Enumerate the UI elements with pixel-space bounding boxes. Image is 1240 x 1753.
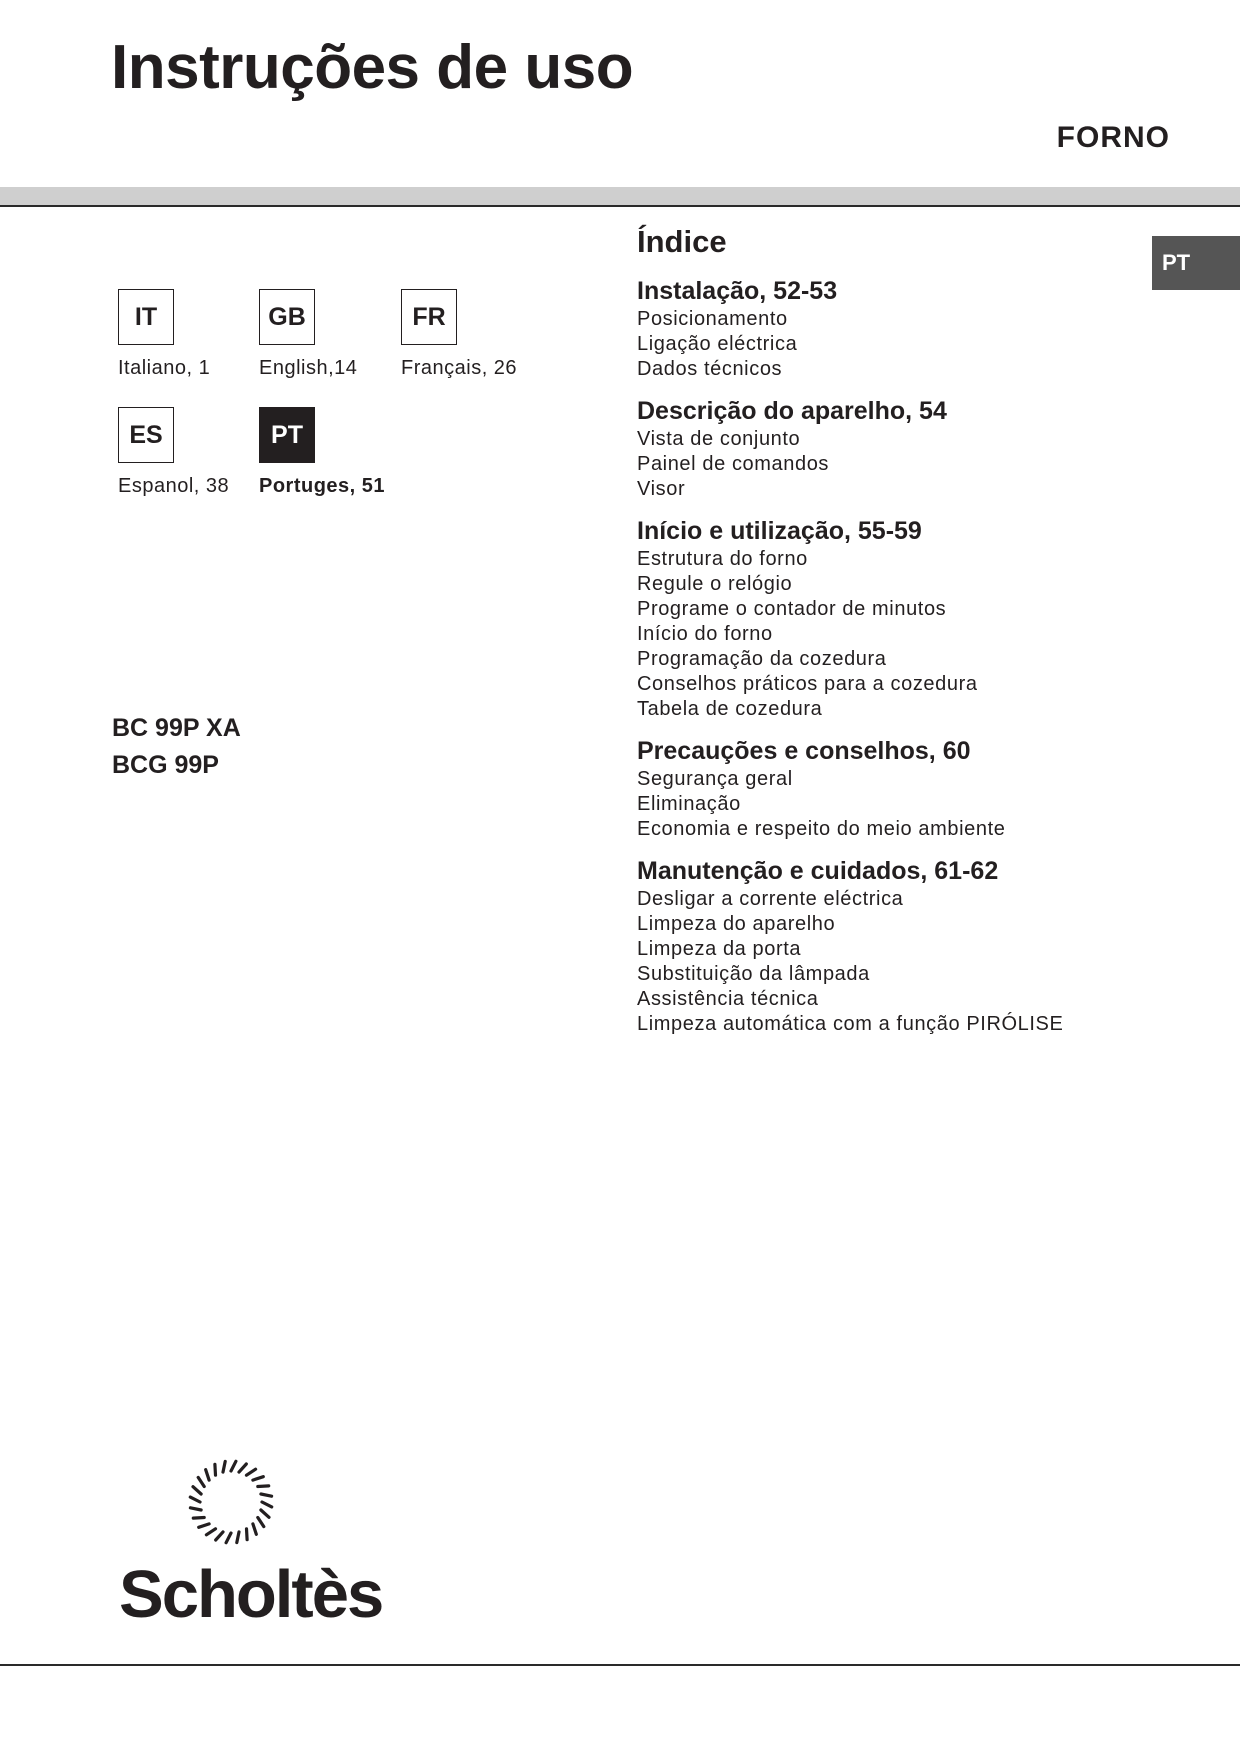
section-title[interactable]: Descrição do aparelho, 54 bbox=[637, 397, 947, 425]
model-list bbox=[112, 710, 241, 784]
language-item-fr[interactable] bbox=[401, 289, 551, 380]
section-items bbox=[637, 887, 1157, 1037]
sun-ray bbox=[239, 1464, 246, 1472]
section-item[interactable]: Conselhos práticos para a cozedura bbox=[637, 673, 978, 695]
section-item[interactable]: Assistência técnica bbox=[637, 988, 819, 1010]
sun-burst-icon bbox=[186, 1456, 296, 1556]
section-items bbox=[637, 547, 1157, 722]
sun-ray bbox=[190, 1497, 200, 1502]
section-item[interactable]: Segurança geral bbox=[637, 768, 793, 790]
sun-ray bbox=[231, 1461, 236, 1471]
index-section bbox=[637, 396, 1157, 502]
sun-ray bbox=[215, 1464, 216, 1475]
sun-ray bbox=[190, 1508, 201, 1510]
page-title: Instruções de uso bbox=[111, 33, 634, 102]
section-items bbox=[637, 307, 1157, 382]
language-tab: PT bbox=[1152, 236, 1240, 290]
section-title[interactable]: Instalação, 52-53 bbox=[637, 277, 838, 305]
section-item[interactable]: Limpeza automática com a função PIRÓLISE bbox=[637, 1013, 1064, 1035]
section-item[interactable]: Eliminação bbox=[637, 793, 741, 815]
sun-ray bbox=[258, 1518, 264, 1527]
section-item[interactable]: Substituição da lâmpada bbox=[637, 963, 870, 985]
sun-ray bbox=[253, 1477, 263, 1480]
sun-ray bbox=[193, 1487, 201, 1494]
section-item[interactable]: Programe o contador de minutos bbox=[637, 598, 947, 620]
sun-ray bbox=[253, 1524, 256, 1534]
section-item[interactable]: Limpeza da porta bbox=[637, 938, 802, 960]
language-label: Espanol, 38 bbox=[118, 475, 230, 497]
sun-ray bbox=[247, 1469, 256, 1475]
section-item[interactable]: Desligar a corrente eléctrica bbox=[637, 888, 904, 910]
header-band bbox=[0, 187, 1240, 205]
sun-ray bbox=[261, 1510, 269, 1517]
section-item[interactable]: Economia e respeito do meio ambiente bbox=[637, 818, 1006, 840]
language-item-pt[interactable] bbox=[259, 407, 409, 498]
language-code: PT bbox=[259, 407, 315, 463]
sun-ray bbox=[261, 1494, 272, 1496]
sun-ray bbox=[206, 1470, 209, 1480]
sun-ray bbox=[226, 1533, 231, 1543]
language-code: IT bbox=[118, 289, 174, 345]
language-code: ES bbox=[118, 407, 174, 463]
section-item[interactable]: Limpeza do aparelho bbox=[637, 913, 836, 935]
table-of-contents bbox=[637, 222, 1157, 1051]
sun-ray bbox=[216, 1532, 223, 1540]
language-code: FR bbox=[401, 289, 457, 345]
section-item[interactable]: Programação da cozedura bbox=[637, 648, 887, 670]
index-section bbox=[637, 856, 1157, 1037]
section-item[interactable]: Regule o relógio bbox=[637, 573, 793, 595]
language-label: Italiano, 1 bbox=[118, 357, 211, 379]
model-name: BCG 99P bbox=[112, 751, 219, 779]
language-item-gb[interactable] bbox=[259, 289, 409, 380]
footer-rule bbox=[0, 1664, 1240, 1666]
section-title[interactable]: Início e utilização, 55-59 bbox=[637, 517, 922, 545]
sun-ray bbox=[199, 1524, 209, 1527]
language-label: English,14 bbox=[259, 357, 358, 379]
section-item[interactable]: Início do forno bbox=[637, 623, 773, 645]
section-item[interactable]: Estrutura do forno bbox=[637, 548, 808, 570]
brand-wordmark: Scholtès bbox=[119, 1557, 383, 1632]
language-item-es[interactable] bbox=[118, 407, 268, 498]
sun-ray bbox=[247, 1529, 248, 1540]
section-item[interactable]: Tabela de cozedura bbox=[637, 698, 823, 720]
section-items bbox=[637, 767, 1157, 842]
sun-ray bbox=[258, 1486, 269, 1487]
section-item[interactable]: Vista de conjunto bbox=[637, 428, 801, 450]
section-item[interactable]: Visor bbox=[637, 478, 686, 500]
language-code: GB bbox=[259, 289, 315, 345]
sun-ray bbox=[223, 1461, 225, 1472]
sun-ray bbox=[198, 1477, 204, 1486]
index-section bbox=[637, 516, 1157, 722]
index-section bbox=[637, 736, 1157, 842]
section-title[interactable]: Manutenção e cuidados, 61-62 bbox=[637, 857, 999, 885]
language-item-it[interactable] bbox=[118, 289, 268, 380]
sun-ray bbox=[206, 1529, 215, 1535]
product-type: FORNO bbox=[1056, 121, 1170, 154]
language-label: Français, 26 bbox=[401, 357, 518, 379]
brand-logo bbox=[118, 1456, 383, 1632]
model-name: BC 99P XA bbox=[112, 714, 241, 742]
sun-ray bbox=[237, 1532, 239, 1543]
language-label: Portuges, 51 bbox=[259, 475, 386, 497]
section-item[interactable]: Ligação eléctrica bbox=[637, 333, 798, 355]
section-item[interactable]: Posicionamento bbox=[637, 308, 788, 330]
section-item[interactable]: Dados técnicos bbox=[637, 358, 783, 380]
index-section bbox=[637, 276, 1157, 382]
section-item[interactable]: Painel de comandos bbox=[637, 453, 830, 475]
header-rule bbox=[0, 205, 1240, 207]
section-title[interactable]: Precauções e conselhos, 60 bbox=[637, 737, 971, 765]
sun-ray bbox=[193, 1518, 204, 1519]
index-title: Índice bbox=[637, 224, 727, 259]
section-items bbox=[637, 427, 1157, 502]
sun-ray bbox=[262, 1502, 272, 1507]
